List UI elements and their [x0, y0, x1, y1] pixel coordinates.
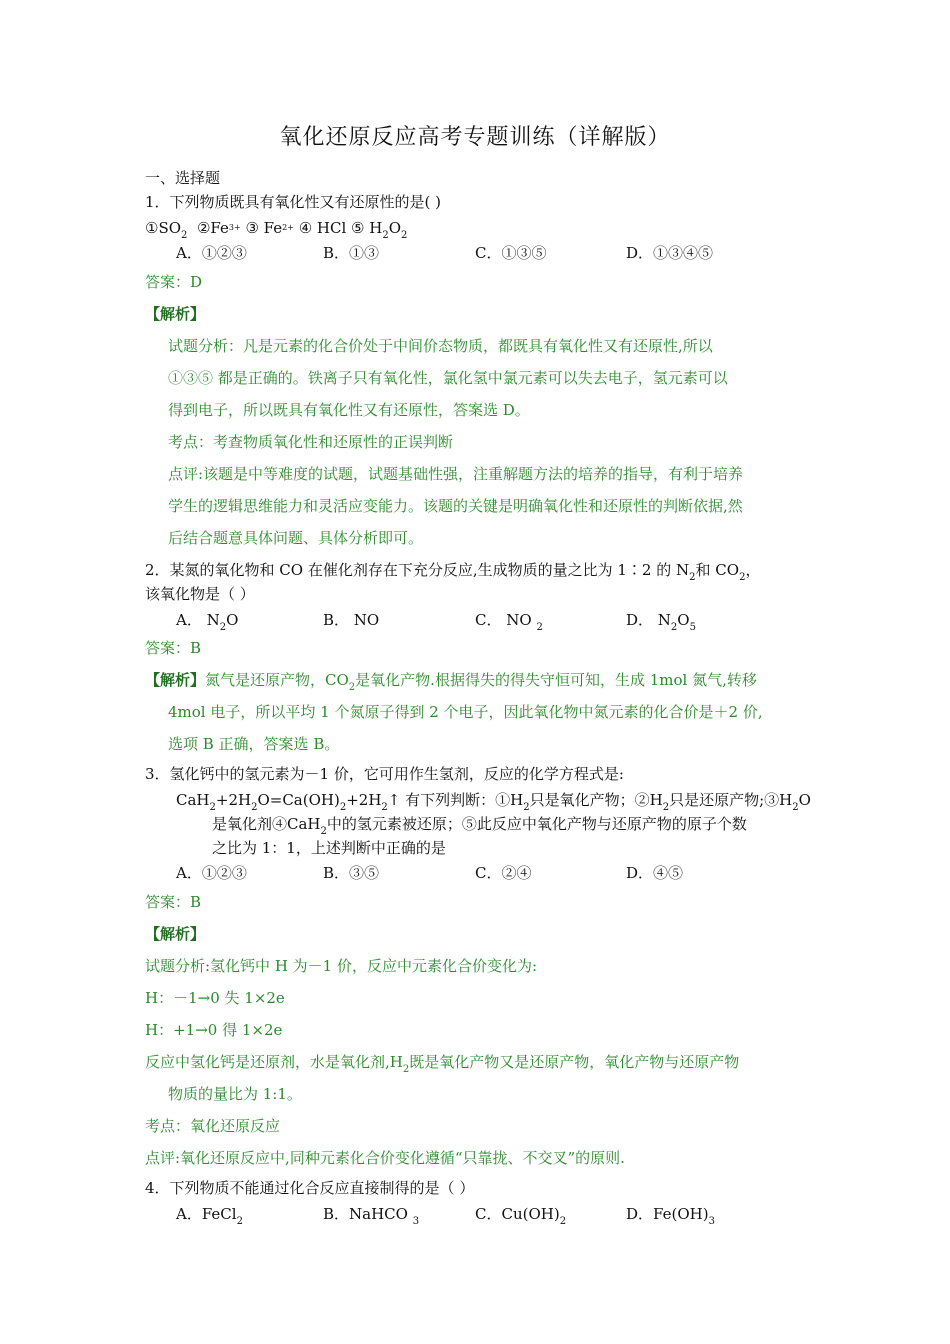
question-2-answer: 答案：B	[145, 639, 202, 657]
question-1-analysis-line: ①③⑤ 都是正确的。铁离子只有氧化性，氯化氢中氯元素可以失去电子，氢元素可以	[168, 369, 728, 387]
question-3-analysis-line: 反应中氢化钙是还原剂，水是氧化剂$,H_2$既是氧化产物又是还原产物，氧化产物与还原产物	[145, 1053, 740, 1075]
question-3-analysis-line: 物质的量比为 1:1。	[168, 1085, 302, 1103]
question-3-analysis-head: 【解析】	[145, 925, 206, 943]
question-3-option-d: D．④⑤	[626, 864, 684, 882]
question-2-option-b: B． NO	[323, 611, 380, 629]
question-4-stem: 4．下列物质不能通过化合反应直接制得的是（ ）	[145, 1179, 475, 1197]
question-2-analysis-line: 选项 B 正确，答案选 B。	[168, 735, 340, 753]
question-4-option-c: C．$Cu(OH)_2$	[475, 1205, 567, 1227]
question-2-option-d: D． $N_2O_5$	[626, 611, 696, 633]
question-1-topic: 考点：考查物质氧化性和还原性的正误判断	[168, 433, 454, 451]
question-3-topic: 考点：氧化还原反应	[145, 1117, 281, 1135]
question-4-option-d: D．$Fe(OH)_3$	[626, 1205, 715, 1227]
question-2-analysis-line: 【解析】氮气是还原产物，$CO_2$是氧化产物.根据得失的得失守恒可知，生成 1mol 氮气,转移	[145, 671, 757, 693]
question-1-analysis-line: 试题分析：凡是元素的化合价处于中间价态物质，都既具有氧化性又有还原性,所以	[168, 337, 713, 355]
question-3-analysis-line: H：+1→0 得 1×2e	[145, 1021, 283, 1039]
question-1-option-c: C．①③⑤	[475, 244, 547, 262]
question-2-option-a: A． $N_2O$	[176, 611, 239, 633]
question-3-comment: 点评:氧化还原反应中,同种元素化合价变化遵循“只靠拢、不交叉”的原则.	[145, 1149, 625, 1167]
question-4-option-b: B．NaHCO $_3$	[323, 1205, 420, 1227]
question-1-option-d: D．①③④⑤	[626, 244, 714, 262]
question-1-comment-line: 后结合题意具体问题、具体分析即可。	[168, 529, 424, 547]
question-2-stem: 2．某氮的氧化物和 CO 在催化剂存在下充分反应,生成物质的量之比为 1∶2 的 $N_2$和 $CO_2$，	[145, 561, 761, 583]
question-2-stem-cont: 该氧化物是（ ）	[145, 585, 255, 603]
question-3-option-c: C．②④	[475, 864, 532, 882]
question-1-analysis-head: 【解析】	[145, 305, 206, 323]
question-1-answer: 答案：D	[145, 273, 203, 291]
question-3-analysis-line: H：－1→0 失 1×2e	[145, 989, 285, 1007]
question-2-option-c: C． NO $_2$	[475, 611, 543, 633]
question-1-comment-line: 学生的逻辑思维能力和灵活应变能力。该题的关键是明确氧化性和还原性的判断依据,然	[168, 497, 743, 515]
section-heading: 一、选择题	[145, 169, 221, 187]
question-3-equation: $CaH_2+2H_2O=Ca(OH)_2+2H_2↑$ 有下列判断：$①H_2$只是氧化产物；$②H_2$只是还原产物$;③H_2O$	[176, 791, 811, 813]
question-1-items: $①SO_2$ $②Fe^{3+}$ ③ $Fe^{2+}$ ④ HCl ⑤ $H_2O_2$	[145, 219, 408, 241]
question-1-analysis-line: 得到电子，所以既具有氧化性又有还原性，答案选 D。	[168, 401, 530, 419]
question-3-analysis-line: 试题分析:氢化钙中 H 为－1 价，反应中元素化合价变化为:	[145, 957, 538, 975]
question-3-judgments: 是氧化剂④CaH$_2$中的氢元素被还原；⑤此反应中氧化产物与还原产物的原子个数	[212, 815, 747, 837]
question-3-option-a: A．①②③	[176, 864, 247, 882]
question-4-option-a: A．FeCl$_2$	[176, 1205, 243, 1227]
question-2-analysis-line: 4mol 电子，所以平均 1 个氮原子得到 2 个电子，因此氧化物中氮元素的化合价是＋2 价,	[168, 703, 763, 721]
question-1-comment-line: 点评:该题是中等难度的试题，试题基础性强，注重解题方法的培养的指导，有利于培养	[168, 465, 744, 483]
page-title: 氧化还原反应高考专题训练（详解版）	[279, 125, 671, 150]
question-3-answer: 答案：B	[145, 893, 202, 911]
question-1-stem: 1．下列物质既具有氧化性又有还原性的是( )	[145, 193, 442, 211]
question-1-option-a: A．①②③	[176, 244, 247, 262]
question-3-option-b: B．③⑤	[323, 864, 380, 882]
question-3-stem: 3．氢化钙中的氢元素为－1 价，它可用作生氢剂，反应的化学方程式是:	[145, 765, 624, 783]
question-3-judgments-cont: 之比为 1：1，上述判断中正确的是	[212, 839, 446, 857]
question-1-option-b: B．①③	[323, 244, 380, 262]
